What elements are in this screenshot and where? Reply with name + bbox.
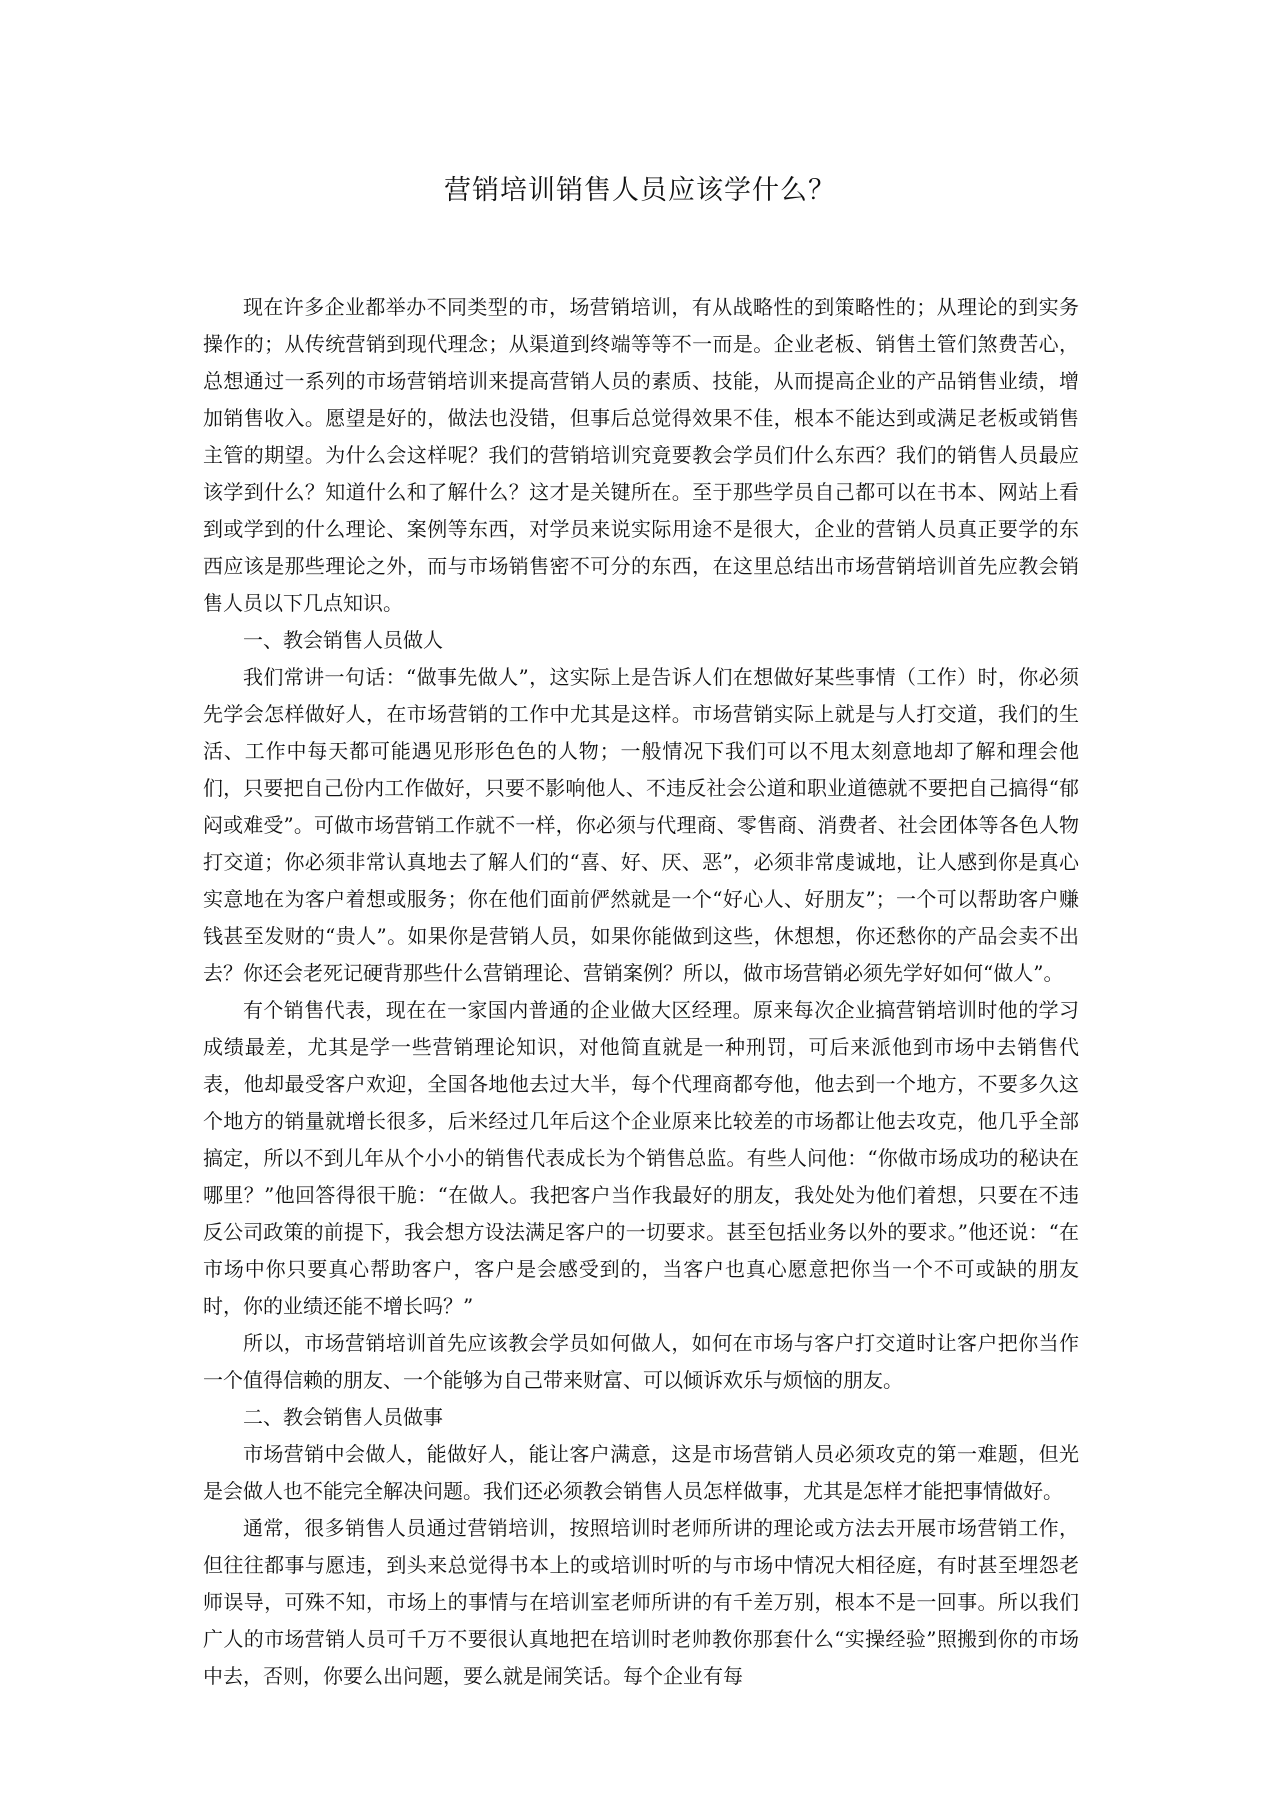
paragraph-section2-detail: 通常，很多销售人员通过营销培训，按照培训时老师所讲的理论或方法去开展市场营销工作，但往往都事与愿违，到头来总觉得书本上的或培训时听的与市场中情况大相径庭，有时甚至埋怨老师误导，可殊不知，市场上的事情与在培训室老师所讲的有千差万别，根本不是一回事。所以我们广人的市场营销人员可千万不要很认真地把在培训时老帅教你那套什么“实操经验”照搬到你的市场中去，否则，你要么出问题，要么就是闹笑话。每个企业有每 — [203, 1516, 1079, 1688]
paragraph-section1-story: 有个销售代表，现在在一家国内普通的企业做大区经理。原来每次企业搞营销培训时他的学习成绩最差，尤其是学一些营销理论知识，对他简直就是一种刑罚，可后来派他到市场中去销售代表，他却最受客户欢迎，全国各地他去过大半，每个代理商都夸他，他去到一个地方，不要多久这个地方的销量就增长很多，后米经过几年后这个企业原来比较差的市场都让他去攻克，他几乎全部搞定，所以不到儿年从个小小的销售代表成长为个销售总监。有些人问他：“你做市场成功的秘诀在哪里？”他回答得很干脆：“在做人。我把客户当作我最好的朋友，我处处为他们着想，只要在不违反公司政策的前提下，我会想方设法满足客户的一切要求。甚至包括业务以外的要求。”他还说：“在市场中你只要真心帮助客户，客户是会感受到的，当客户也真心愿意把你当一个不可或缺的朋友时，你的业绩还能不增长吗？” — [203, 998, 1079, 1318]
section-heading-2: 二、教会销售人员做事 — [243, 1405, 443, 1429]
paragraph-section1-conclusion: 所以，市场营销培训首先应该教会学员如何做人，如何在市场与客户打交道时让客户把你当作一个值得信赖的朋友、一个能够为自己带来财富、可以倾诉欢乐与烦恼的朋友。 — [203, 1331, 1079, 1392]
section-heading-1: 一、教会销售人员做人 — [243, 628, 443, 652]
paragraph-intro: 现在许多企业都举办不同类型的市，场营销培训，有从战略性的到策略性的；从理论的到实务操作的；从传统营销到现代理念；从渠道到终端等等不一而是。企业老板、销售土管们煞费苦心，总想通过一系列的市场营销培训来提高营销人员的素质、技能，从而提高企业的产品销售业绩，增加销售收入。愿望是好的，做法也没错，但事后总觉得效果不佳，根本不能达到或满足老板或销售主管的期望。为什么会这样呢？我们的营销培训究竟要教会学员们什么东西？我们的销售人员最应该学到什么？知道什么和了解什么？这才是关键所在。至于那些学员自己都可以在书本、网站上看到或学到的什么理论、案例等东西，对学员来说实际用途不是很大，企业的营销人员真正要学的东西应该是那些理论之外，而与市场销售密不可分的东西，在这里总结出市场营销培训首先应教会销售人员以下几点知识。 — [203, 295, 1079, 615]
document-title: 营销培训销售人员应该学什么？ — [444, 175, 836, 206]
paragraph-section1-body: 我们常讲一句话：“做事先做人”，这实际上是告诉人们在想做好某些事情（工作）时，你必须先学会怎样做好人，在市场营销的工作中尤其是这样。市场营销实际上就是与人打交道，我们的生活、工作中每天都可能遇见形形色色的人物；一般情况下我们可以不甩太刻意地却了解和理会他们，只要把自己份内工作做好，只要不影响他人、不违反社会公道和职业道德就不要把自己搞得“郁闷或难受”。可做市场营销工作就不一样，你必须与代理商、零售商、消费者、社会团体等各色人物打交道；你必须非常认真地去了解人们的“喜、好、厌、恶”，必须非常虔诚地，让人感到你是真心实意地在为客户着想或服务；你在他们面前俨然就是一个“好心人、好朋友”；一个可以帮助客户赚钱甚至发财的“贵人”。如果你是营销人员，如果你能做到这些，休想想，你还愁你的产品会卖不出去？你还会老死记硬背那些什么营销理论、营销案例？所以，做市场营销必须先学好如何“做人”。 — [203, 665, 1079, 985]
paragraph-section2-body: 市场营销中会做人，能做好人，能让客户满意，这是市场营销人员必须攻克的第一难题，但光是会做人也不能完全解决问题。我们还必须教会销售人员怎样做事，尤其是怎样才能把事情做好。 — [203, 1442, 1079, 1503]
document-body — [203, 289, 1079, 1695]
